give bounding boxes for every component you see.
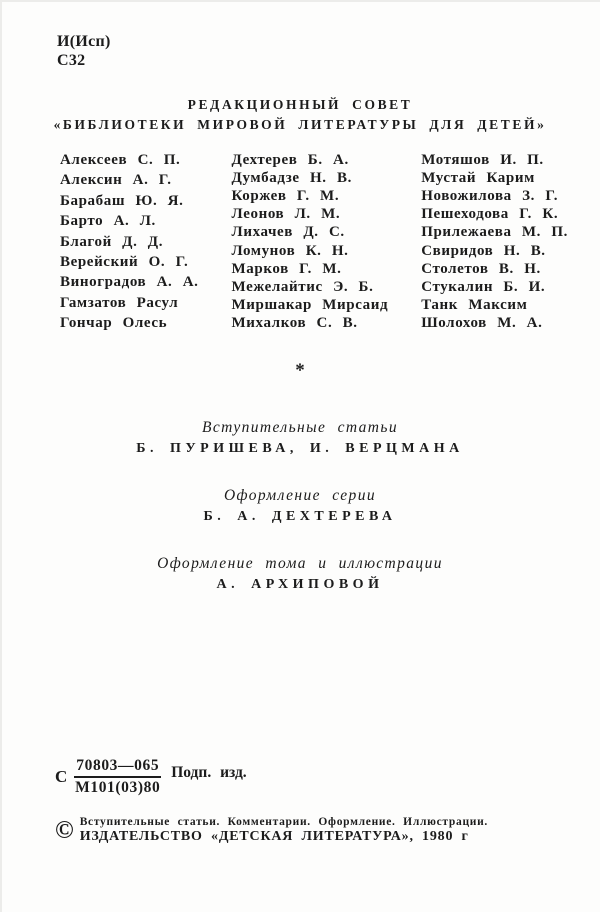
credit-names: Б. А. ДЕХТЕРЕВА <box>203 509 397 524</box>
call-number-line2: С32 <box>57 52 86 69</box>
council-member: Барабаш Ю. Я. <box>60 192 184 209</box>
council-column-2 <box>232 152 389 332</box>
council-member: Стукалин Б. И. <box>421 278 546 295</box>
council-member: Танк Максим <box>421 296 528 313</box>
imprint-prefix: С <box>55 767 68 786</box>
star-separator: * <box>295 360 305 381</box>
council-members <box>60 152 568 332</box>
council-column-3 <box>421 152 568 332</box>
council-member: Дехтерев Б. А. <box>231 152 349 168</box>
council-member: Новожилова З. Г. <box>421 188 559 205</box>
copyright-icon: © <box>55 816 74 844</box>
council-member: Марков Г. М. <box>231 260 342 277</box>
copyright-block <box>55 816 488 844</box>
copyright-publisher-line: ИЗДАТЕЛЬСТВО «ДЕТСКАЯ ЛИТЕРАТУРА», 1980 г <box>79 829 469 844</box>
credit-role: Оформление серии <box>223 487 377 504</box>
council-title-line2: «БИБЛИОТЕКИ МИРОВОЙ ЛИТЕРАТУРЫ ДЛЯ ДЕТЕЙ» <box>53 117 547 132</box>
council-title-line1: РЕДАКЦИОННЫЙ СОВЕТ <box>187 97 413 112</box>
council-member: Шолохов М. А. <box>421 314 543 331</box>
call-number-line1: И(Исп) <box>57 33 111 50</box>
council-member: Гамзатов Расул <box>60 294 179 311</box>
council-member: Алексин А. Г. <box>60 172 172 189</box>
council-member: Свиридов Н. В. <box>421 242 546 259</box>
imprint-suffix: Подп. изд. <box>171 764 247 781</box>
catalog-code-denominator: М101(03)80 <box>75 779 161 796</box>
council-member: Благой Д. Д. <box>60 233 164 250</box>
council-member: Барто А. Л. <box>60 213 156 230</box>
council-column-1 <box>60 152 199 332</box>
council-member: Леонов Л. М. <box>231 206 341 223</box>
council-header <box>0 95 600 135</box>
council-member: Миршакар Мирсаид <box>231 296 389 313</box>
council-member: Думбадзе Н. В. <box>231 170 352 187</box>
credit-role: Вступительные статьи <box>202 419 398 436</box>
council-member: Пешеходова Г. К. <box>421 206 559 223</box>
council-member: Михалков С. В. <box>231 314 358 331</box>
council-member: Алексеев С. П. <box>60 152 181 168</box>
credit-names: А. АРХИПОВОЙ <box>216 577 384 592</box>
copyright-lines <box>80 816 488 844</box>
council-member: Верейский О. Г. <box>60 253 189 270</box>
credits <box>0 417 600 621</box>
credit-intro-articles <box>0 417 600 460</box>
council-member: Гончар Олесь <box>60 315 168 331</box>
council-member: Прилежаева М. П. <box>421 224 568 241</box>
credit-names: Б. ПУРИШЕВА, И. ВЕРЦМАНА <box>136 441 464 456</box>
council-member: Лихачев Д. С. <box>231 224 345 241</box>
council-member: Ломунов К. Н. <box>231 242 349 259</box>
call-number <box>57 32 111 70</box>
catalog-code-fraction <box>74 757 161 797</box>
credit-role: Оформление тома и иллюстрации <box>157 555 443 572</box>
council-member: Мустай Карим <box>421 170 535 187</box>
council-member: Мотяшов И. П. <box>421 152 544 168</box>
credit-volume-design <box>0 553 600 596</box>
council-member: Столетов В. Н. <box>421 260 541 277</box>
council-member: Межелайтис Э. Б. <box>231 278 374 295</box>
council-member: Виноградов А. А. <box>60 274 199 291</box>
credit-series-design <box>0 485 600 528</box>
copyright-credits-line: Вступительные статьи. Комментарии. Оформление. Иллюстрации. <box>79 816 489 828</box>
catalog-code-numerator: 70803—065 <box>74 757 161 778</box>
council-member: Коржев Г. М. <box>231 188 340 205</box>
catalog-imprint <box>55 757 247 797</box>
